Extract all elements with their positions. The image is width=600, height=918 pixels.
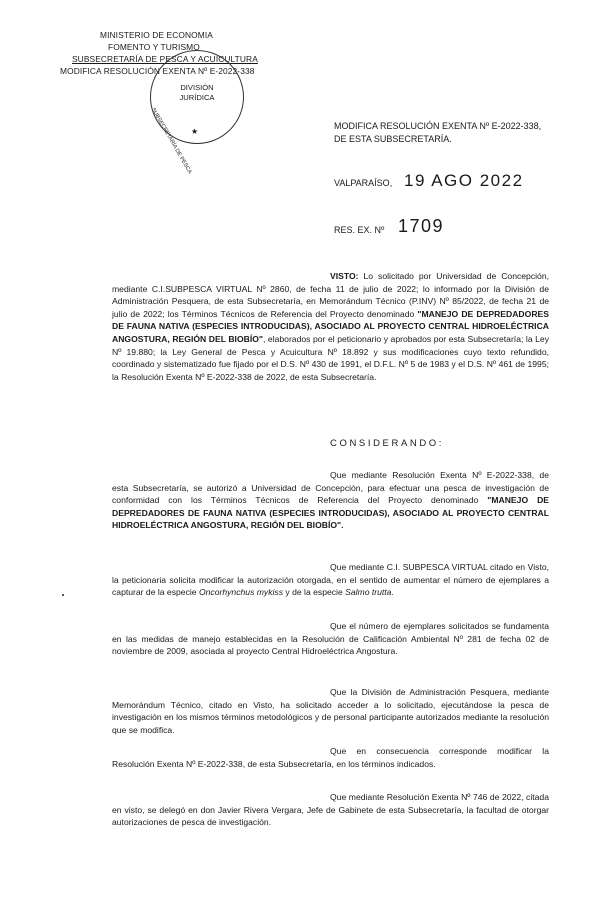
division-juridica-stamp bbox=[149, 50, 244, 176]
reference-line-2: DE ESTA SUBSECRETARÍA. bbox=[334, 134, 452, 144]
header-ministry: MINISTERIO DE ECONOMIA bbox=[100, 30, 213, 40]
c1-text: Que mediante Resolución Exenta Nº E-2022-338, de esta Subsecretaría, se autorizó a Universidad de Concepción, para efectuar una pesca de investigación de conformidad con los Términos Técnicos de Referencia del Proyecto denominado bbox=[112, 470, 549, 506]
considerando-1 bbox=[112, 469, 549, 532]
stamp-line-juridica: JURÍDICA bbox=[179, 93, 215, 102]
considerando-4: Que la División de Administración Pesquera, mediante Memorándum Técnico, citado en Visto, ha solicitado acceder a lo solicitado, ejecutándose la pesca de investigación en los mismos términos metodológicos y de personal participante autorizados mediante la resolución que se modifica. bbox=[112, 687, 549, 735]
stamp-line-division: DIVISIÓN bbox=[180, 83, 214, 92]
visto-label: VISTO: bbox=[330, 271, 359, 281]
visto-text-1: Lo solicitado por Universidad de Concepción, mediante C.I.SUBPESCA VIRTUAL Nº 2860, de fecha 11 de julio de 2022; lo informado por la División de Administración Pesquera, de esta Subsecretaría, en Memorándum Técnico (P.INV) Nº 85/2022, de fecha 21 de julio de 2022; los Términos Técnicos de Referencia del Proyecto denominado bbox=[112, 271, 549, 319]
date-stamp: 19 AGO 2022 bbox=[404, 171, 524, 190]
considerando-6: Que mediante Resolución Exenta Nº 746 de 2022, citada en visto, se delegó en don Javier Rivera Vergara, Jefe de Gabinete de esta Subsecretaría, la facultad de otorgar autorizaciones de pesca de investigación. bbox=[112, 792, 549, 828]
c2-text-2: y de la especie bbox=[285, 587, 343, 598]
reference-line-1: MODIFICA RESOLUCIÓN EXENTA Nº E-2022-338, bbox=[334, 121, 542, 131]
header-subsecretaria: SUBSECRETARÍA DE PESCA Y ACUICULTURA bbox=[72, 54, 258, 64]
c2-species-1: Oncorhynchus mykiss bbox=[198, 587, 284, 598]
c2-text-1: Que mediante C.I. SUBPESCA VIRTUAL citado en Visto, la peticionaria solicita modificar la autorización otorgada, en el sentido de aumentar el número de ejemplares a capturar de la especie bbox=[112, 562, 549, 598]
considerando-5: Que en consecuencia corresponde modificar la Resolución Exenta Nº E-2022-338, de esta Subsecretaría, en los términos indicados. bbox=[112, 746, 549, 769]
header-modifica: MODIFICA RESOLUCIÓN EXENTA Nº E-2022-338 bbox=[60, 66, 255, 76]
visto-paragraph bbox=[112, 270, 549, 383]
visto-text-2: , elaborados por el peticionario y aprobados por esta Subsecretaría; la Ley Nº 19.880; la Ley General de Pesca y Acuicultura Nº 18.892 y sus modificaciones cuyo texto refundido, coordinado y sistematizado fue fijado por el D.S. Nº 430 de 1991, el D.F.L. Nº 5 de 1983 y el D.S. Nº 461 de 1995; la Resolución Exenta Nº E-2022-338 de 2022, de esta Subsecretaría. bbox=[112, 333, 549, 382]
star-icon: ★ bbox=[191, 127, 199, 136]
res-label: RES. EX. Nº bbox=[334, 225, 385, 235]
res-number: 1709 bbox=[398, 216, 445, 236]
considerando-3: Que el número de ejemplares solicitados se fundamenta en las medidas de manejo establecidas en la Resolución de Calificación Ambiental Nº 281 de fecha 02 de noviembre de 2009, asociada al proyecto Central Hidroeléctrica Angostura. bbox=[112, 621, 549, 657]
considerando-2 bbox=[112, 561, 549, 599]
margin-mark bbox=[62, 594, 64, 596]
considerando-title: CONSIDERANDO: bbox=[330, 438, 445, 449]
header-fomento: FOMENTO Y TURISMO bbox=[108, 42, 200, 52]
c2-text-3: . bbox=[391, 587, 394, 598]
stamp-ring-text: SUBSECRETARÍA DE PESCA bbox=[149, 107, 193, 176]
c2-species-2: Salmo trutta bbox=[345, 587, 392, 598]
place-label: VALPARAÍSO, bbox=[334, 178, 393, 188]
visto-project-name: "MANEJO DE DEPREDADORES DE FAUNA NATIVA (ESPECIES INTRODUCIDAS), ASOCIADO AL PROYECTO CENTRAL HIDROELÉCTRICA ANGOSTURA, REGIÓN DEL BIOBÍO" bbox=[112, 308, 549, 344]
c1-project-name: "MANEJO DE DEPREDADORES DE FAUNA NATIVA (ESPECIES INTRODUCIDAS), ASOCIADO AL PROYECTO CENTRAL HIDROELÉCTRICA ANGOSTURA, REGIÓN DEL BIOBÍO". bbox=[112, 495, 550, 531]
